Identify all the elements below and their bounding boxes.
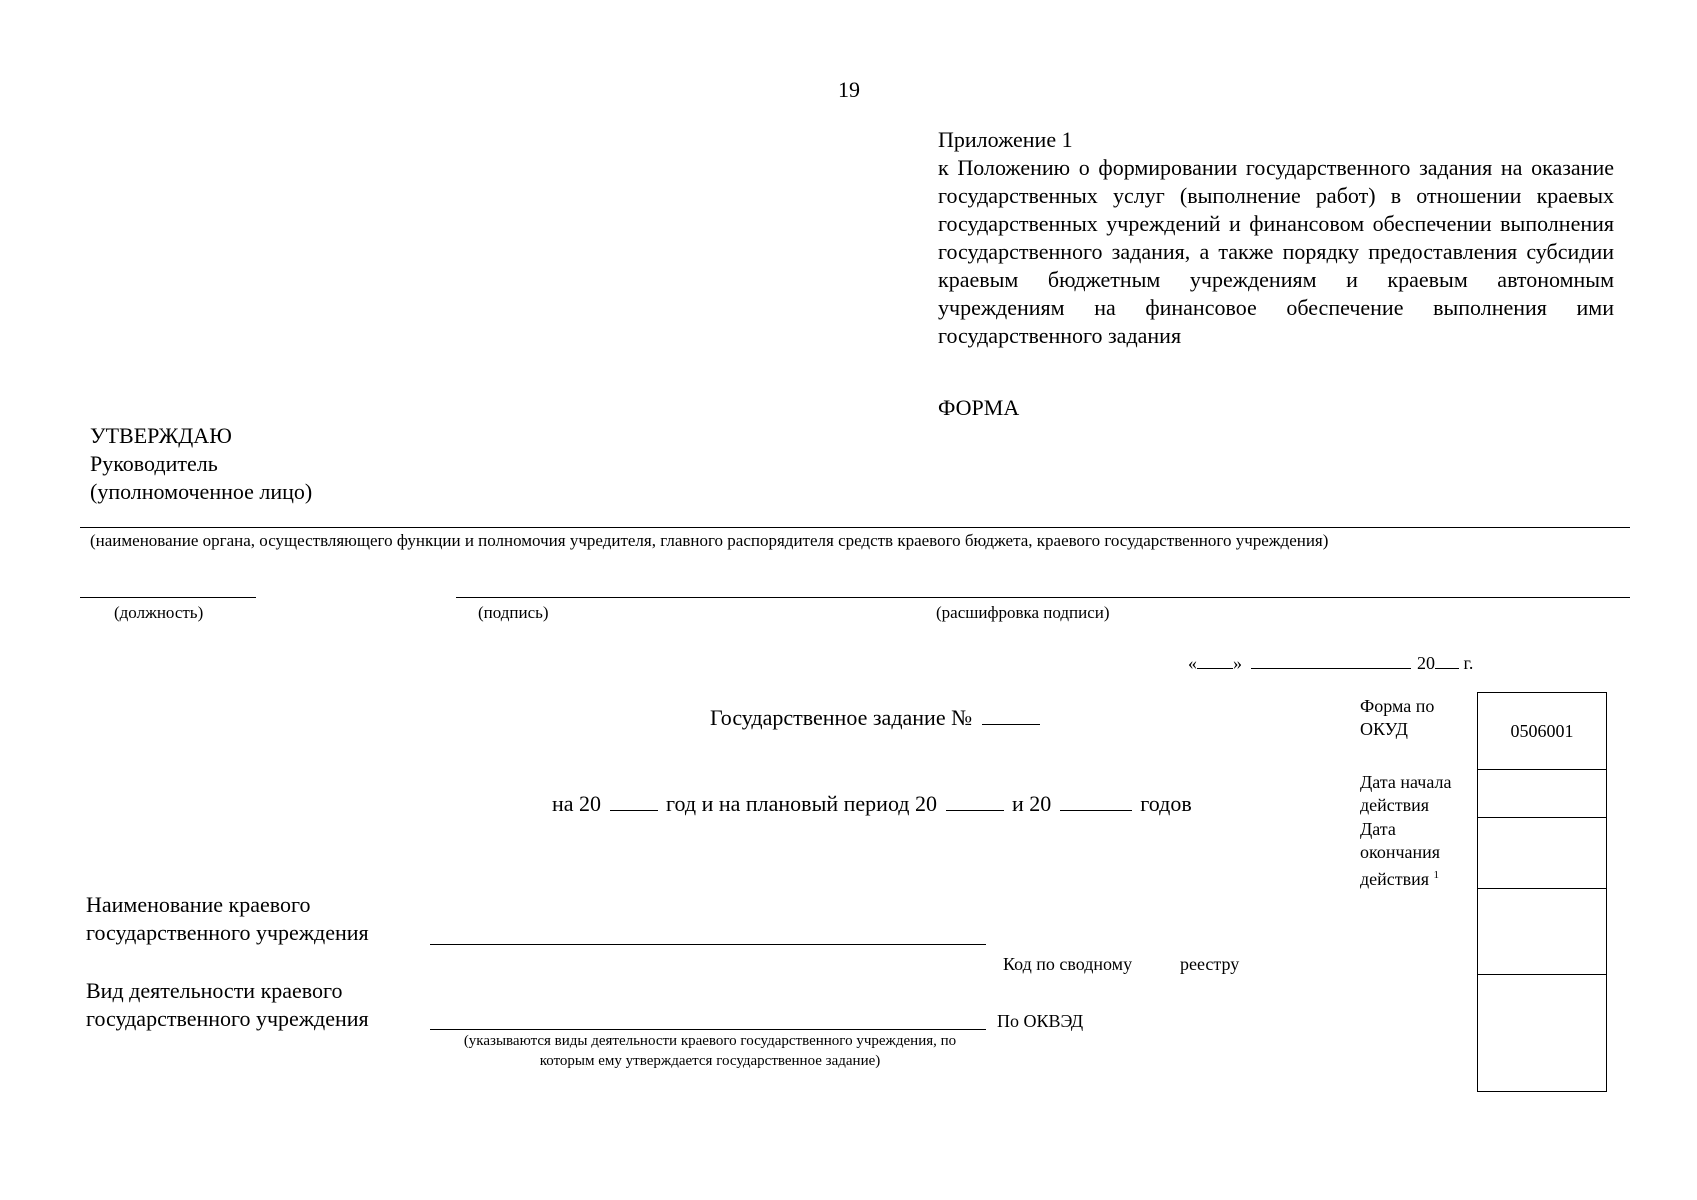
task-number-blank[interactable] [982, 704, 1040, 725]
registry-code-label-b: реестру [1180, 954, 1240, 974]
approval-role-line2: (уполномоченное лицо) [90, 479, 313, 504]
end-date-label-line1: Дата [1360, 819, 1396, 839]
end-date-cell[interactable] [1478, 818, 1606, 889]
date-year-blank[interactable] [1435, 648, 1459, 669]
position-line[interactable] [80, 597, 256, 598]
activity-note: (указываются виды деятельности краевого государственного учреждения, по которым ему утверждается государственное задание) [463, 1033, 957, 1069]
appendix-text: к Положению о формировании государственного задания на оказание государственных услуг (выполнение работ) в отношении краевых государственных учреждений и финансовом обеспечении выполнения государственного задания, а также порядку предоставления субсидии краевым бюджетным учреждениям и краевым автономным учреждениям на финансовое обеспечение выполнения ими государственного задания [938, 155, 1614, 348]
signature-caption: (подпись) [478, 603, 549, 622]
institution-name-label-line1: Наименование краевого [86, 892, 311, 917]
date-month-blank[interactable] [1251, 648, 1411, 669]
org-name-caption: (наименование органа, осуществляющего функции и полномочия учредителя, главного распорядителя средств краевого бюджета, краевого государственного учреждения) [90, 531, 1329, 550]
start-date-label-line2: действия [1360, 795, 1430, 815]
end-date-label-text: действия [1360, 869, 1430, 889]
appendix-title: Приложение 1 [938, 127, 1073, 152]
activity-type-label-line2: государственного учреждения [86, 1006, 369, 1031]
date-year-suffix: г. [1463, 653, 1474, 673]
end-date-label-line2: окончания [1360, 842, 1441, 862]
date-close-quote: » [1233, 653, 1242, 673]
form-label: ФОРМА [938, 395, 1020, 420]
okud-label-line1: Форма по [1360, 696, 1435, 716]
end-date-label-line3 [1360, 864, 1439, 890]
date-open-quote: « [1188, 653, 1197, 673]
decoding-caption: (расшифровка подписи) [936, 603, 1110, 622]
task-title [710, 704, 1040, 732]
start-date-label-line1: Дата начала [1360, 772, 1452, 792]
start-date-cell[interactable] [1478, 770, 1606, 818]
task-title-text: Государственное задание № [710, 705, 973, 730]
period-prefix: на 20 [552, 791, 602, 816]
signature-line[interactable] [456, 597, 1630, 598]
registry-code-label-a: Код по сводному [1003, 954, 1133, 974]
approval-title: УТВЕРЖДАЮ [90, 423, 232, 448]
period-year-blank[interactable] [610, 790, 658, 811]
position-caption: (должность) [114, 603, 204, 622]
okud-cell[interactable] [1478, 693, 1606, 770]
activity-type-label-line1: Вид деятельности краевого [86, 978, 343, 1003]
okved-label: По ОКВЭД [997, 1011, 1084, 1031]
period-suffix: годов [1140, 791, 1192, 816]
approval-role-line1: Руководитель [90, 451, 218, 476]
institution-name-line[interactable] [430, 944, 986, 945]
okud-label-line2: ОКУД [1360, 719, 1408, 739]
approval-date [1188, 648, 1473, 674]
period-plan1-blank[interactable] [946, 790, 1004, 811]
page-number: 19 [838, 77, 860, 102]
registry-code-cell[interactable] [1478, 889, 1606, 975]
period-and: и 20 [1012, 791, 1052, 816]
activity-type-line[interactable] [430, 1029, 986, 1030]
date-day-blank[interactable] [1197, 648, 1233, 669]
codes-table [1477, 692, 1607, 1092]
institution-name-label-line2: государственного учреждения [86, 920, 369, 945]
end-date-footnote: 1 [1433, 869, 1440, 881]
date-year-prefix: 20 [1417, 653, 1435, 673]
period-middle: год и на плановый период 20 [666, 791, 937, 816]
okved-cell[interactable] [1478, 975, 1606, 1091]
task-period [552, 790, 1192, 818]
org-name-line[interactable] [80, 527, 1630, 528]
okud-code: 0506001 [1510, 720, 1574, 741]
period-plan2-blank[interactable] [1060, 790, 1132, 811]
